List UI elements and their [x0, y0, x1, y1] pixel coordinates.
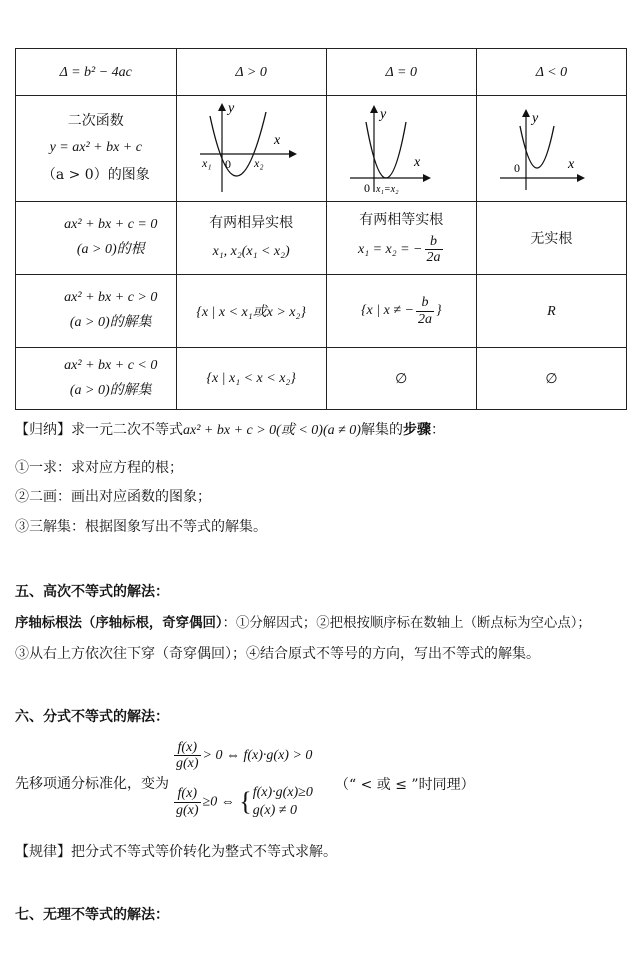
svg-text:x: x	[568, 156, 575, 172]
fraction-rule-1: $\frac{f(x)}{g(x)}$ > 0 ⇔ f(x)·g(x) > 0	[176, 740, 313, 772]
graph-no-root	[476, 96, 626, 202]
svg-text:y: y	[228, 100, 235, 116]
header-delta-neg: Δ < 0	[476, 49, 626, 96]
header-delta-pos: Δ > 0	[176, 49, 326, 96]
svg-text:0: 0	[225, 156, 232, 171]
svg-text:y: y	[532, 110, 539, 126]
section-5-line-1: 序轴标根法（序轴标根，奇穿偶回）：①分解因式；②把根按顺序标在数轴上（断点标为空心点）；	[15, 615, 591, 631]
row-graph-label: 二次函数 y = ax² + bx + c （a > 0）的图象	[16, 96, 177, 202]
section-5-title: 五、高次不等式的解法：	[15, 584, 169, 600]
header-delta-def: Δ = b² − 4ac	[16, 49, 177, 96]
row-gt-label: ax² + bx + c > 0 (a > 0)的解集	[16, 275, 177, 348]
row-roots-label: ax² + bx + c = 0 (a > 0)的根	[16, 202, 177, 275]
parabola-two-roots-graph	[196, 98, 306, 196]
summary-step-3: ③三解集：根据图象写出不等式的解集。	[15, 519, 267, 535]
svg-text:x₂: x₂	[254, 155, 264, 170]
gt-solution-two-roots: {x | x < x₁或x > x₂}	[176, 275, 326, 348]
section-6-title: 六、分式不等式的解法：	[15, 709, 169, 725]
svg-text:x₁=x₂: x₁=x₂	[376, 183, 399, 195]
header-delta-zero: Δ = 0	[326, 49, 476, 96]
summary-line: 【归纳】求一元二次不等式ax² + bx + c > 0(或 < 0)(a ≠ 0)解集的步骤：	[15, 422, 445, 438]
section-7-title: 七、无理不等式的解法：	[15, 907, 169, 923]
row-lt-label: ax² + bx + c < 0 (a > 0)的解集	[16, 348, 177, 410]
svg-text:0: 0	[364, 180, 371, 195]
lt-solution-one-root: ∅	[326, 348, 476, 410]
gt-solution-one-root: {x | x ≠ − $\frac{b}{2a}$ }	[326, 275, 476, 348]
parabola-one-root-graph	[346, 98, 456, 196]
svg-text:x: x	[274, 132, 281, 148]
graph-two-roots	[176, 96, 326, 202]
svg-text:x₁: x₁	[202, 155, 212, 170]
lt-solution-two-roots: {x | x₁ < x < x₂}	[176, 348, 326, 410]
section-5-line-2: ③从右上方依次往下穿（奇穿偶回）；④结合原式不等号的方向，写出不等式的解集。	[15, 646, 540, 662]
summary-step-1: ①一求：求对应方程的根；	[15, 460, 183, 476]
svg-text:x: x	[414, 154, 421, 170]
roots-none: 无实根	[476, 202, 626, 275]
roots-two-distinct: 有两相异实根 x₁, x₂(x₁ < x₂)	[176, 202, 326, 275]
section-6-lead: 先移项通分标准化，变为	[15, 776, 169, 792]
summary-step-2: ②二画：画出对应函数的图象；	[15, 489, 211, 505]
gt-solution-no-root: R	[476, 275, 626, 348]
fraction-note: （“ < 或 ≤ ”时同理）	[335, 777, 475, 793]
fraction-rule-2: $\frac{f(x)}{g(x)}$ ≥0 ⇔ { f(x)·g(x)≥0 g(x) ≠ 0	[176, 785, 313, 819]
graph-one-root	[326, 96, 476, 202]
svg-text:y: y	[380, 106, 387, 122]
parabola-no-root-graph	[496, 98, 606, 196]
section-6-rule: 【规律】把分式不等式等价转化为整式不等式求解。	[15, 844, 337, 860]
svg-text:0: 0	[514, 160, 521, 175]
roots-equal: 有两相等实根 x₁ = x₂ = − $\frac{b}{2a}$	[326, 202, 476, 275]
lt-solution-no-root: ∅	[476, 348, 626, 410]
quadratic-summary-table	[15, 48, 627, 410]
